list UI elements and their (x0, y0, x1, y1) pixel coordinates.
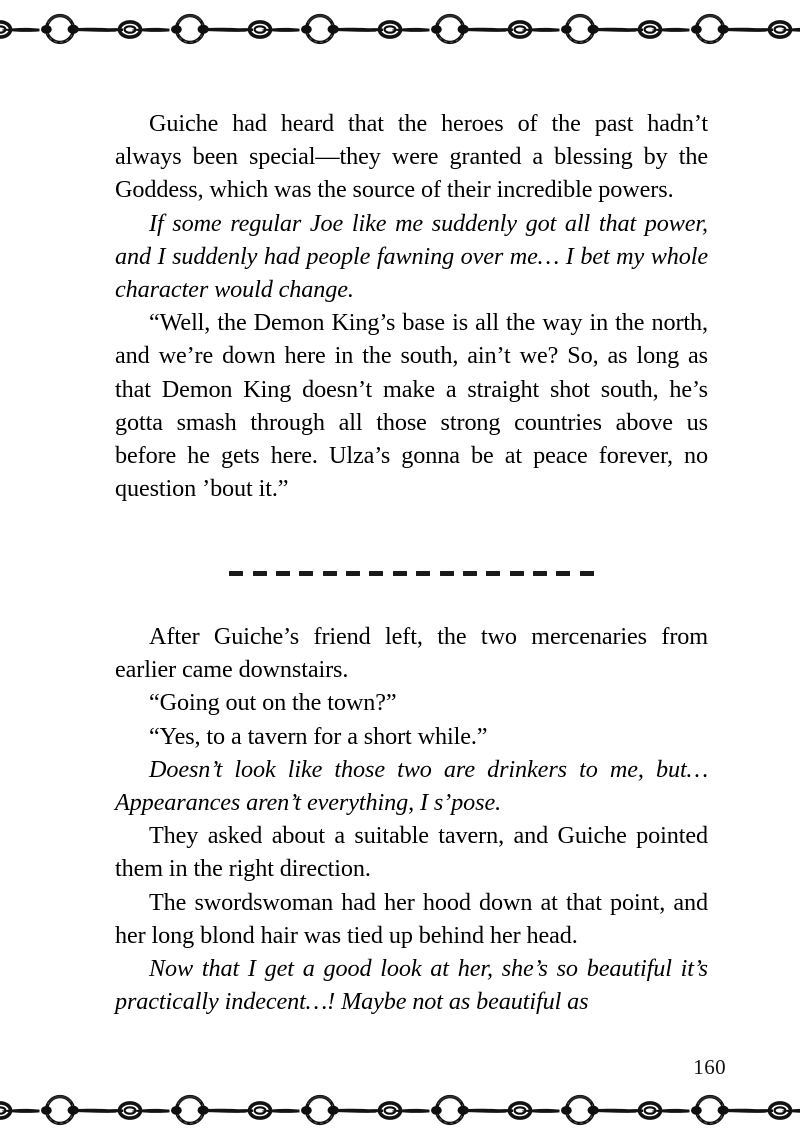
paragraph-dialogue-demon-king: “Well, the Demon King’s base is all the way in the north, and we’re down here in the south, ain’t we? So, as long as that Demon King doesn’t make a straight shot south, he’s gotta smash through all those strong countries above us before he gets here. Ulza’s gonna be at peace forever, no question ’bout it.” (115, 309, 708, 503)
scene-break-divider (115, 560, 708, 586)
rule-dash (369, 571, 383, 576)
rule-dash (486, 571, 500, 576)
rule-dash (323, 571, 337, 576)
paragraph-dialogue-going-out: “Going out on the town?” (149, 689, 397, 717)
rule-dash (440, 571, 454, 576)
chain-border-bottom-ornament (0, 1077, 800, 1139)
dashed-rule (115, 560, 708, 586)
rule-dash (276, 571, 290, 576)
paragraph-narration-heroes: Guiche had heard that the heroes of the past hadn’t always been special—they were granted a blessing by the Goddess, which was the source of their incredible powers. (115, 110, 708, 204)
rule-dash (346, 571, 360, 576)
paragraph-monologue-drinkers: Doesn’t look like those two are drinkers to me, but… Appearances aren’t everything, I s’pose. (115, 755, 708, 817)
chain-border-top-ornament (0, 0, 800, 61)
rule-dash (229, 571, 243, 576)
rule-dash (510, 571, 524, 576)
rule-dash (253, 571, 267, 576)
body-text-block-upper (115, 107, 708, 505)
rule-dash (556, 571, 570, 576)
paragraph-narration-asked-tavern: They asked about a suitable tavern, and Guiche pointed them in the right direction. (115, 822, 708, 883)
paragraph-monologue-beautiful: Now that I get a good look at her, she’s so beautiful it’s practically indecent…! Maybe not as beautiful as (115, 955, 708, 1016)
paragraph-dialogue-tavern: “Yes, to a tavern for a short while.” (149, 722, 488, 750)
rule-dash (299, 571, 313, 576)
paragraph-monologue-regular-joe: If some regular Joe like me suddenly got all that power, and I suddenly had people fawning over me… I bet my whole character would change. (115, 209, 708, 304)
body-text-block-lower (115, 620, 708, 1018)
paragraph-narration-swordswoman: The swordswoman had her hood down at that point, and her long blond hair was tied up behind her head. (115, 888, 708, 949)
page-number-folio: 160 (693, 1055, 726, 1079)
rule-dash (580, 571, 594, 576)
rule-dash (393, 571, 407, 576)
rule-dash (533, 571, 547, 576)
rule-dash (416, 571, 430, 576)
rule-dash (463, 571, 477, 576)
paragraph-narration-mercenaries: After Guiche’s friend left, the two mercenaries from earlier came downstairs. (115, 623, 708, 684)
